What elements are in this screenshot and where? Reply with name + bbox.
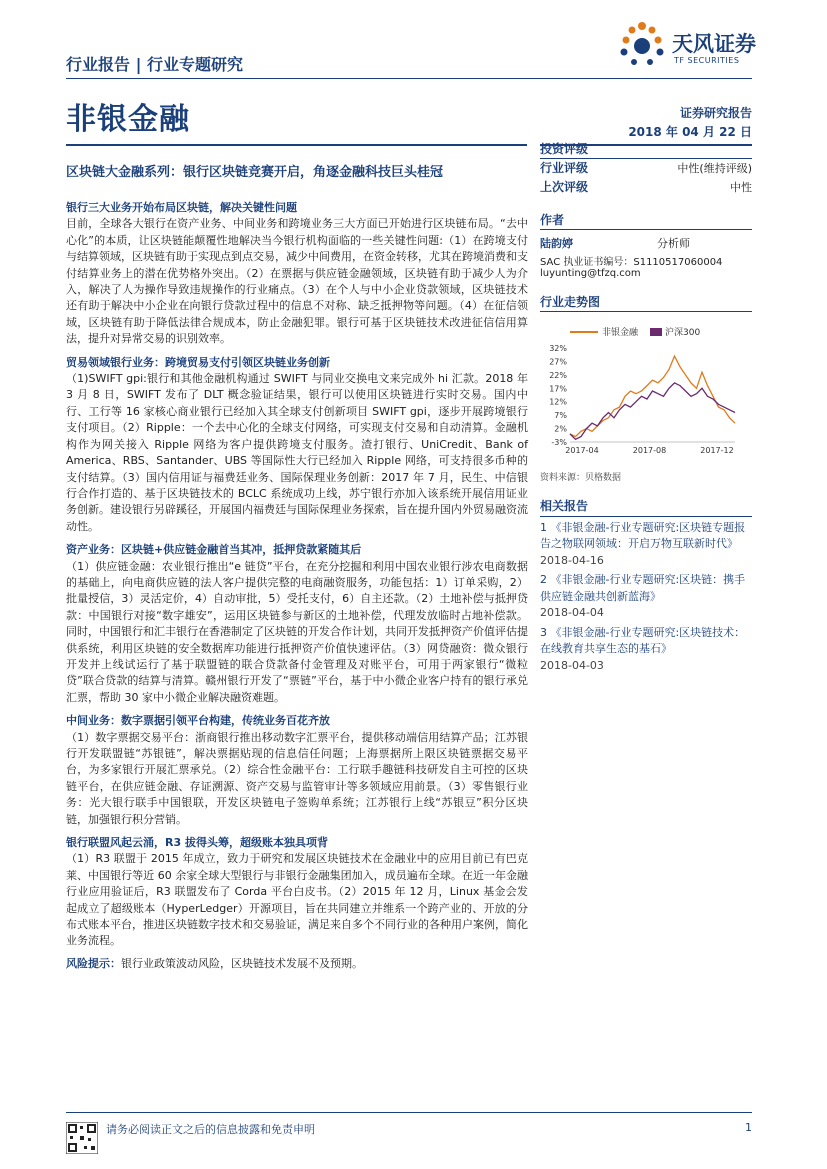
author-name: 陆韵婷 <box>540 237 573 250</box>
chart-legend <box>570 326 700 338</box>
author-email[interactable]: luyunting@tfzq.com <box>540 268 641 279</box>
y-tick-label: 2% <box>554 424 567 434</box>
x-tick-label: 2017-12 <box>700 446 734 455</box>
y-tick-label: 12% <box>549 397 567 407</box>
prev-rating-row <box>540 178 752 197</box>
section-body: （1）R3 联盟于 2015 年成立，致力于研究和发展区块链技术在金融业中的应用目前已有巴克莱、中国银行等近 60 余家全球大型银行与非银行金融集团加入，成员遍布全球。在近一年金融行业应用验证后，R3 联盟发布了 Corda 平台白皮书。（2）2015 年 12 月，Linux 基金会发起成立了超级账本（HyperLedger）开源项目，旨在共同建立并维系一个跨产业的、开放的分布式账本平台，推进区块链数字技术和交易验证，满足来自多个不同行业的各种用户案例，简化业务流程。 <box>66 852 528 948</box>
author-role: 分析师 <box>657 237 690 250</box>
logo-text: 天风证券 <box>672 32 756 56</box>
section-title: 银行联盟风起云涌，R3 拔得头筹，超级账本独具项背 <box>66 836 328 850</box>
related-reports <box>540 498 752 674</box>
risk-note <box>66 956 528 972</box>
x-tick-label: 2017-04 <box>565 446 599 455</box>
footer-rule <box>66 1112 752 1113</box>
related-item[interactable] <box>540 520 752 570</box>
related-item-date: 2018-04-16 <box>540 553 604 567</box>
related-heading: 相关报告 <box>540 498 752 517</box>
related-item-title[interactable]: 2 《非银金融-行业专题研究:区块链：携手供应链金融共创新蓝海》 <box>540 573 746 603</box>
related-item-date: 2018-04-04 <box>540 606 604 619</box>
report-date: 2018 年 04 月 22 日 <box>628 125 752 139</box>
industry-title: 非银金融 <box>66 102 190 137</box>
prev-rating-value: 中性 <box>730 181 752 194</box>
rating-heading: 投资评级 <box>540 140 752 159</box>
author-cert: SAC 执业证书编号：S1110517060004 <box>540 257 723 268</box>
sidebar <box>540 140 752 312</box>
logo-subtext: TF SECURITIES <box>674 56 740 65</box>
main-divider <box>66 144 527 146</box>
industry-rating-label: 行业评级 <box>540 161 589 175</box>
y-tick-label: 22% <box>549 370 567 380</box>
footer-disclaimer[interactable]: 请务必阅读正文之后的信息披露和免责申明 <box>106 1123 315 1136</box>
trend-chart <box>540 324 752 474</box>
page-number: 1 <box>745 1121 752 1134</box>
author-heading: 作者 <box>540 211 752 230</box>
report-headline: 区块链大金融系列：银行区块链竞赛开启，角逐金融科技巨头桂冠 <box>66 165 444 180</box>
industry-rating-value: 中性(维持评级) <box>677 162 752 175</box>
x-tick-label: 2017-08 <box>632 446 667 455</box>
y-tick-label: 7% <box>554 411 567 421</box>
report-label: 证券研究报告 <box>679 106 752 120</box>
prev-rating-label: 上次评级 <box>540 180 589 194</box>
y-tick-label: 17% <box>549 384 567 394</box>
author-row <box>540 235 690 251</box>
chart-heading: 行业走势图 <box>540 293 752 312</box>
qr-code-icon <box>66 1122 98 1154</box>
industry-rating-row <box>540 159 752 178</box>
related-item[interactable] <box>540 625 752 675</box>
section-title: 贸易领域银行业务：跨境贸易支付引领区块链业务创新 <box>66 355 330 369</box>
main-body <box>66 200 528 972</box>
legend-label: 非银金融 <box>602 328 639 338</box>
section-body: 目前，全球各大银行在资产业务、中间业务和跨境业务三大方面已开始进行区块链布局。“去中心化”的本质，让区块链能颠覆性地解决当今银行机构面临的一些关键性问题:（1）在跨境支付与结算领域，区块链有助于实现点到点交易，减少中间费用，在资金转移，尤其在跨境消费和支付结算业务上的潜在优势格外突出。（2）在票据与供应链金融领域，区块链有助于减少人为介入，解决了人为操作导致违规操作的行业痛点。（3）在个人与中小企业贷款领域，区块链技术还有助于解决中小企业在向银行贷款过程中的信息不对称、缺乏抵押物等问题。（4）在征信领域，区块链有助于降低法律合规成本，防止金融犯罪。银行可基于区块链技术改进征信信用算法，提升对异常交易的识别效率。 <box>66 217 528 346</box>
risk-text: 银行业政策波动风险，区块链技术发展不及预期。 <box>121 956 363 970</box>
section-body: （1）供应链金融：农业银行推出“e 链贷”平台，在充分挖掘和利用中国农业银行涉农电商数据的基础上，向电商供应链的法人客户提供完整的电商融资服务，功能包括：1）订单采购，2）批量授信，3）灵活定价，4）自动审批，5）受托支付，6）自主还款。（2）土地补偿与抵押贷款：中国银行对接“数字雄安”，运用区块链参与新区的土地补偿，代理发放临时占地补偿款。同时，中国银行和汇丰银行在香港制定了区块链的开发合作计划，共同开发抵押资产价值评估提供系统，利用区块链的安全数据库功能进行抵押资产价值快速评估。（3）网贷融资：微众银行开发并上线试运行了基于联盟链的联合贷款备付金管理及对账平台，可用于两家银行“微粒贷”联合贷款的结算与清算。赣州银行开发了“票链”平台，基于中小微企业客户持有的银行承兑汇票，帮助 30 家中小微企业解决融资难题。 <box>66 559 528 704</box>
plot-lines <box>570 356 735 439</box>
section-title: 银行三大业务开始布局区块链，解决关键性问题 <box>66 201 297 214</box>
legend-label: 沪深300 <box>665 328 701 338</box>
y-tick-label: 27% <box>549 357 567 367</box>
y-tick-label: -3% <box>551 438 567 447</box>
section-title: 中间业务：数字票据引领平台构建，传统业务百花齐放 <box>66 714 330 728</box>
section-body: （1）数字票据交易平台：浙商银行推出移动数字汇票平台，提供移动端信用结算产品；江苏银行开发联盟链“苏银链”，解决票据贴现的信息信任问题；上海票据所上限区块链票据交易平台，为多家银行开展汇票承兑。（2）综合性金融平台：工行联手趣链科技研发自主可控的区块链平台，在供应链金融、存证溯源、资产交易与监管审计等多领域应用前景。（3）零售银行业务：光大银行联手中国银联，开发区块链电子签购单系统；江苏银行上线“苏银豆”积分区块链，加强银行积分营销。 <box>66 730 528 826</box>
report-type: 行业报告 | 行业专题研究 <box>66 55 243 74</box>
section-body: （1)SWIFT gpi:银行和其他金融机构通过 SWIFT 与同业交换电文来完成外 hi 汇款。2018 年 3 月 8 日，SWIFT 发布了 DLT 概念验证结果，银行可以使用区块链进行实时交易。国内中行、工行等 16 家核心商业银行已经加入其全球支付创新项目 SWIFT gpi，逐步开展跨境银行支付项目。（2）Ripple：一个去中心化的全球支付网络，可实现支付交易和自动清算。金融机构作为网关接入 Ripple 网络为客户提供跨境支付服务。渣打银行、UniCredit、Bank of America、RBS、Santander、UBS 等国际性大行已经加入 Ripple 网络，可支持很多币种的支付结算。（3）国内信用证与福费廷业务、国际保理业务创新：2017 年 7 月，民生、中信银行合作打造的、基于区块链技术的 BCLC 系统成功上线，苏宁银行亦加入该系统开展信用证业务创新。建设银行另辟蹊径，开展国内福费廷与国际保理业务探索，旨在提升国内外贸易融资流动性。 <box>66 372 528 533</box>
header-top-rule <box>66 78 752 79</box>
y-tick-label: 32% <box>549 344 567 353</box>
legend-swatch-purple <box>650 328 662 336</box>
related-item-date: 2018-04-03 <box>540 658 604 672</box>
risk-label: 风险提示： <box>66 956 121 970</box>
related-item[interactable] <box>540 572 752 622</box>
chart-source: 资料来源：贝格数据 <box>540 473 622 483</box>
related-item-title[interactable]: 3 《非银金融-行业专题研究:区块链技术：在线教育共享生态的基石》 <box>540 625 746 655</box>
related-item-title[interactable]: 1 《非银金融-行业专题研究:区块链专题报告之物联网领域：开启万物互联新时代》 <box>540 520 746 550</box>
logo-mark-icon <box>621 22 664 65</box>
x-axis <box>565 446 733 455</box>
section-title: 资产业务：区块链+供应链金融首当其冲，抵押贷款紧随其后 <box>66 543 362 557</box>
